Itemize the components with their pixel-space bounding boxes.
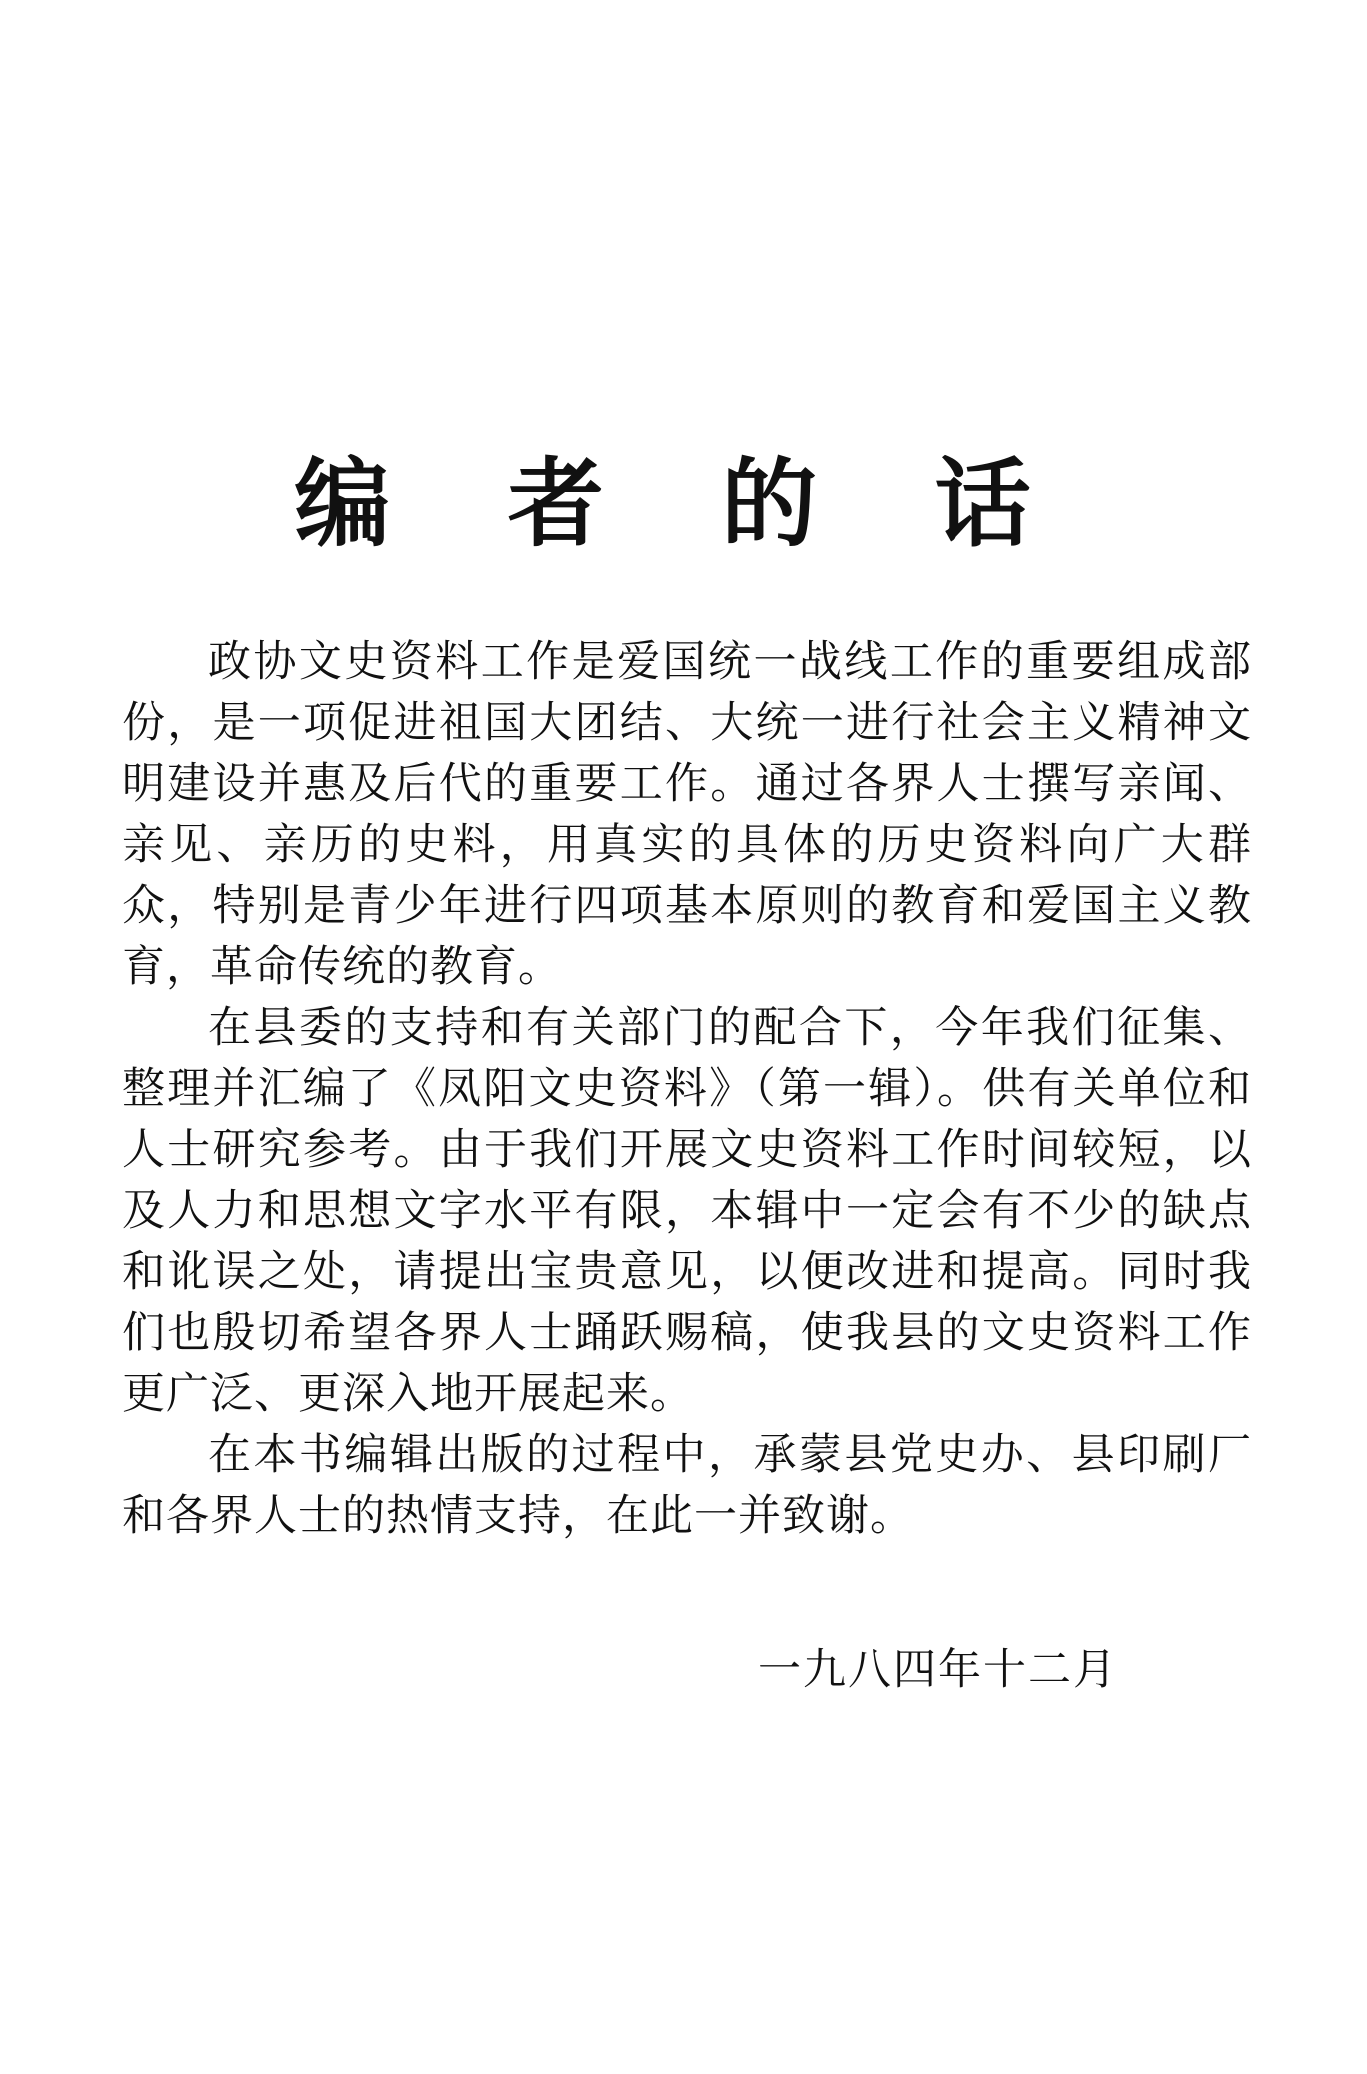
paragraph-1: 政协文史资料工作是爱国统一战线工作的重要组成部份，是一项促进祖国大团结、大统一进行社会主义精神文明建设并惠及后代的重要工作。通过各界人士撰写亲闻、亲见、亲历的史料，用真实的具体的历史资料向广大群众，特别是青少年进行四项基本原则的教育和爱国主义教育，革命传统的教育。 [122, 637, 1252, 992]
page-title: 编 者 的 话 [294, 447, 1073, 561]
paragraph-3: 在本书编辑出版的过程中，承蒙县党史办、县印刷厂和各界人士的热情支持，在此一并致谢。 [122, 1430, 1252, 1541]
paragraph-2: 在县委的支持和有关部门的配合下，今年我们征集、整理并汇编了《凤阳文史资料》（第一辑）。供有关单位和人士研究参考。由于我们开展文史资料工作时间较短，以及人力和思想文字水平有限，本辑中一定会有不少的缺点和讹误之处，请提出宝贵意见，以便改进和提高。同时我们也殷切希望各界人士踊跃赐稿，使我县的文史资料工作更广泛、更深入地开展起来。 [122, 1003, 1252, 1419]
date-line: 一九八四年十二月 [758, 1645, 1118, 1695]
preface-body [122, 632, 1252, 1547]
